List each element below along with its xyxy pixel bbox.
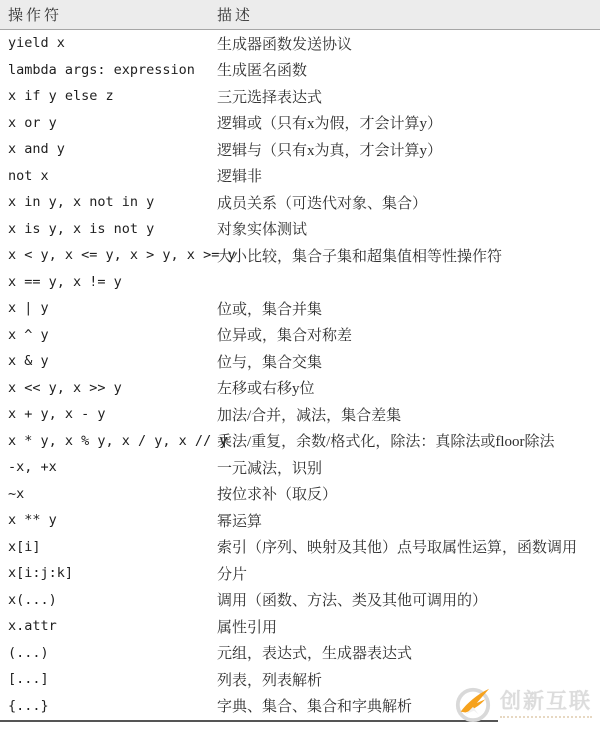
header-operator-label: 操作符 xyxy=(8,8,63,24)
watermark-brand: 创新互联 xyxy=(500,689,592,713)
table-row xyxy=(0,348,600,375)
table-row xyxy=(0,613,600,640)
description-cell: 按位求补（取反） xyxy=(217,487,338,504)
operator-cell: x(...) xyxy=(8,591,57,608)
table-row xyxy=(0,481,600,508)
operator-cell: x ^ y xyxy=(8,326,49,343)
header-description-label: 描述 xyxy=(217,8,254,24)
description-cell: 幂运算 xyxy=(217,513,263,530)
operator-cell: -x, +x xyxy=(8,459,57,476)
description-cell: 三元选择表达式 xyxy=(217,89,323,106)
table-row xyxy=(0,507,600,534)
table-row xyxy=(0,640,600,667)
table-row xyxy=(0,560,600,587)
description-cell: 调用（函数、方法、类及其他可调用的） xyxy=(217,593,488,610)
description-cell: 索引（序列、映射及其他）点号取属性运算，函数调用 xyxy=(217,540,578,557)
table-row xyxy=(0,216,600,243)
description-cell: 生成匿名函数 xyxy=(217,63,308,80)
table-row xyxy=(0,136,600,163)
table-header-row xyxy=(0,0,600,30)
table-row xyxy=(0,30,600,57)
operator-cell: x[i] xyxy=(8,538,41,555)
table-row xyxy=(0,375,600,402)
operator-cell: x | y xyxy=(8,300,49,317)
operator-cell: [...] xyxy=(8,671,49,688)
description-cell: 列表，列表解析 xyxy=(217,672,323,689)
operator-cell: (...) xyxy=(8,644,49,661)
description-cell: 位异或，集合对称差 xyxy=(217,328,353,345)
description-cell: 左移或右移y位 xyxy=(217,381,315,398)
table-row xyxy=(0,163,600,190)
watermark-text-block xyxy=(498,689,596,724)
operator-cell: x is y, x is not y xyxy=(8,220,155,237)
description-cell: 分片 xyxy=(217,566,248,583)
table-row xyxy=(0,428,600,455)
operator-cell: {...} xyxy=(8,697,49,714)
description-cell: 位与，集合交集 xyxy=(217,354,323,371)
operator-cell: x.attr xyxy=(8,618,57,635)
description-cell: 对象实体测试 xyxy=(217,222,308,239)
table-row xyxy=(0,57,600,84)
table-row xyxy=(0,269,600,296)
table-row xyxy=(0,454,600,481)
table-row xyxy=(0,295,600,322)
operator-cell: x << y, x >> y xyxy=(8,379,122,396)
table-row xyxy=(0,322,600,349)
description-cell: 乘法/重复，余数/格式化，除法：真除法或floor除法 xyxy=(217,434,555,451)
operator-cell: not x xyxy=(8,167,49,184)
description-cell: 字典、集合、集合和字典解析 xyxy=(217,699,413,716)
operator-cell: x or y xyxy=(8,114,57,131)
table-row xyxy=(0,401,600,428)
description-cell: 元组，表达式，生成器表达式 xyxy=(217,646,413,663)
table-row xyxy=(0,534,600,561)
table-row xyxy=(0,110,600,137)
operator-cell: ~x xyxy=(8,485,25,502)
watermark-subtext-dots xyxy=(500,716,592,718)
operator-cell: x < y, x <= y, x > y, x >= y xyxy=(8,247,236,264)
operator-cell: x == y, x != y xyxy=(8,273,122,290)
operator-cell: x if y else z xyxy=(8,88,114,105)
description-cell: 大小比较，集合子集和超集值相等性操作符 xyxy=(217,248,503,265)
operator-cell: x + y, x - y xyxy=(8,406,106,423)
table-row xyxy=(0,242,600,269)
table-body xyxy=(0,30,600,719)
description-cell: 逻辑非 xyxy=(217,169,263,186)
operator-cell: x * y, x % y, x / y, x // y xyxy=(8,432,228,449)
description-cell: 属性引用 xyxy=(217,619,278,636)
operator-cell: x & y xyxy=(8,353,49,370)
table-row xyxy=(0,587,600,614)
table-row xyxy=(0,83,600,110)
operator-cell: lambda args: expression xyxy=(8,61,195,78)
operator-cell: x in y, x not in y xyxy=(8,194,155,211)
table-row xyxy=(0,189,600,216)
watermark xyxy=(454,683,600,729)
operator-cell: x[i:j:k] xyxy=(8,565,74,582)
description-cell: 生成器函数发送协议 xyxy=(217,36,353,53)
description-cell: 位或，集合并集 xyxy=(217,301,323,318)
description-cell: 一元减法，识别 xyxy=(217,460,323,477)
description-cell: 逻辑与（只有x为真，才会计算y） xyxy=(217,142,443,159)
operator-cell: x and y xyxy=(8,141,65,158)
operator-cell: x ** y xyxy=(8,512,57,529)
description-cell: 逻辑或（只有x为假，才会计算y） xyxy=(217,116,443,133)
description-cell: 成员关系（可迭代对象、集合） xyxy=(217,195,428,212)
description-cell: 加法/合并，减法，集合差集 xyxy=(217,407,402,424)
brand-logo-icon xyxy=(454,685,492,723)
operator-cell: yield x xyxy=(8,35,65,52)
